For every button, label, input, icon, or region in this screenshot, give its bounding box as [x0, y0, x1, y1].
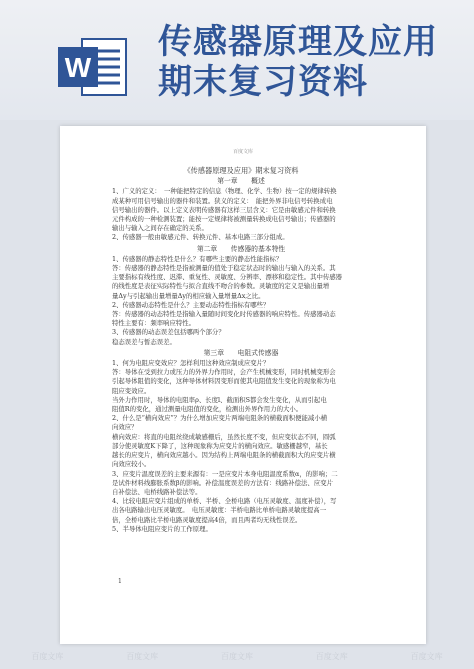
- chapter-1-body: [112, 187, 370, 242]
- chapter-heading: 第三章 电阻式传感器: [203, 348, 279, 357]
- text-line: 的线性度是表征实际特性与拟合直线不吻合的参数。灵敏度的定义是输出量增: [112, 282, 330, 291]
- text-line: 向效应较小。: [112, 460, 151, 469]
- watermark-text: 百度文库: [31, 652, 64, 661]
- page-number: 1: [118, 578, 122, 585]
- word-logo-letter: W: [64, 52, 92, 83]
- text-line: 4、比较电阻应变片组成的单桥、半桥、全桥电路（电压灵敏度、温度补偿），写: [112, 497, 337, 506]
- chapter-2-body: [112, 255, 370, 347]
- document-content: [112, 166, 370, 534]
- chapter-heading: 第一章 概述: [217, 177, 265, 186]
- text-line: 越长的应变片，横向效应越小。因为结构上两端电阻条的横截面积大的应变片横: [112, 451, 336, 460]
- page-header: 百度文库: [232, 149, 253, 155]
- text-line: 阻值R的变化，通过测量电阻值的变化，检测出外界作用力的大小。: [112, 405, 303, 414]
- watermark-strip: [0, 651, 474, 665]
- text-line: 向效应？: [112, 423, 138, 432]
- watermark-text: 百度文库: [126, 652, 159, 661]
- chapter-3-body: [112, 359, 370, 534]
- text-line: 自补偿法、电桥线路补偿法等。: [112, 487, 202, 496]
- text-line: 1、广义的定义： 一种能把特定的信息（物理、化学、生物）按一定的规律转换: [112, 187, 337, 196]
- text-line: 倍，全桥电路比半桥电路灵敏度提高4倍，而且两者均无线性误差。: [112, 515, 302, 524]
- text-line: 引起导体阻值的变化，这种导体材料因变形而使其电阻值发生变化的现象称为电: [112, 377, 336, 386]
- text-line: 信号输出的器件。以上定义表明传感器有这样三层含义：它是由敏感元件和转换: [112, 205, 336, 214]
- text-line: 特性主要有：频率响应特性。: [112, 319, 196, 328]
- banner-title: [158, 22, 458, 102]
- text-line: 答：导体在受到拉力或压力的外界力作用时，会产生机械变形，同时机械变形会: [112, 368, 336, 377]
- text-line: 2、传感器一般由敏感元件、转换元件、基本电路三部分组成。: [112, 233, 289, 242]
- text-line: 3、应变片温度误差的主要来源有：一是应变片本身电阻温度系数α，的影响；二: [112, 469, 338, 478]
- chapter-heading: 第二章 传感器的基本特性: [196, 244, 286, 253]
- text-line: 稳态误差与暂态误差。: [112, 337, 176, 346]
- text-line: 5、半导体电阻应变片的工作原理。: [112, 524, 212, 533]
- text-line: 输出与输入之间存在确定的关系。: [112, 224, 208, 233]
- text-line: 成某种可用信号输出的器件和装置。狭义的定义： 能把外界非电信号转换成电: [112, 196, 333, 205]
- document-page: [60, 126, 426, 644]
- text-line: 量Δy与引起输出量增量Δy的相应输入量增量Δx之比。: [112, 291, 265, 300]
- text-line: 2、什么是“横向效应”？为什么增加应变片两端电阻条的横截面积便能减小横: [112, 414, 328, 423]
- watermark-text: 百度文库: [315, 652, 348, 661]
- text-line: 3、传感器的动态误差包括哪两个部分？: [112, 328, 225, 337]
- text-line: 1、传感器的静态特性是什么？有哪些主要的静态性能指标？: [112, 254, 283, 263]
- text-line: 1、何为电阻应变效应？怎样利用这种效应制成应变片？: [112, 359, 270, 368]
- banner-title-line1: 传感器原理及应用: [158, 22, 438, 62]
- text-line: 元件构成的一种检测装置；能按一定规律将被测量转换成电信号输出；传感器的: [112, 215, 336, 224]
- text-line: 是试件材料线膨胀系数β的影响。补偿温度误差的方法有：线路补偿法、应变片: [112, 478, 333, 487]
- banner-title-line2: 期末复习资料: [158, 62, 368, 102]
- text-line: 答：传感器的静态特性是指被测量的值处于稳定状态时的输出与输入的关系。其: [112, 264, 336, 273]
- watermark-text: 百度文库: [410, 652, 443, 661]
- banner: [0, 0, 474, 120]
- text-line: 2、传感器动态特性是什么？主要动态特性指标有哪些？: [112, 300, 270, 309]
- text-line: 当外力作用时，导体的电阻率ρ、长度l、截面积S都会发生变化，从而引起电: [112, 395, 327, 404]
- text-line: 横向效应：将直的电阻丝绕成敏感栅后，虽然长度不变，但应变状态不同，圆弧: [112, 432, 336, 441]
- text-line: 主要指标有线性度、迟滞、重复性、灵敏度、分辨率、漂移和稳定性。其中传感器: [112, 273, 343, 282]
- text-line: 答：传感器的动态特性是指输入量随时间变化时传感器的响应特性。传感器动态: [112, 310, 336, 319]
- document-title: 《传感器原理及应用》期末复习资料: [183, 166, 299, 175]
- text-line: 部分使灵敏度K下降了，这种现象称为应变片的横向效应。敏感栅越窄，基长: [112, 441, 328, 450]
- text-line: 阻应变效应。: [112, 386, 151, 395]
- watermark-text: 百度文库: [220, 652, 253, 661]
- text-line: 出各电路输出电压灵敏度。 电压灵敏度：半桥电路比单桥电路灵敏度提高一: [112, 506, 327, 515]
- word-doc-icon: [58, 33, 128, 99]
